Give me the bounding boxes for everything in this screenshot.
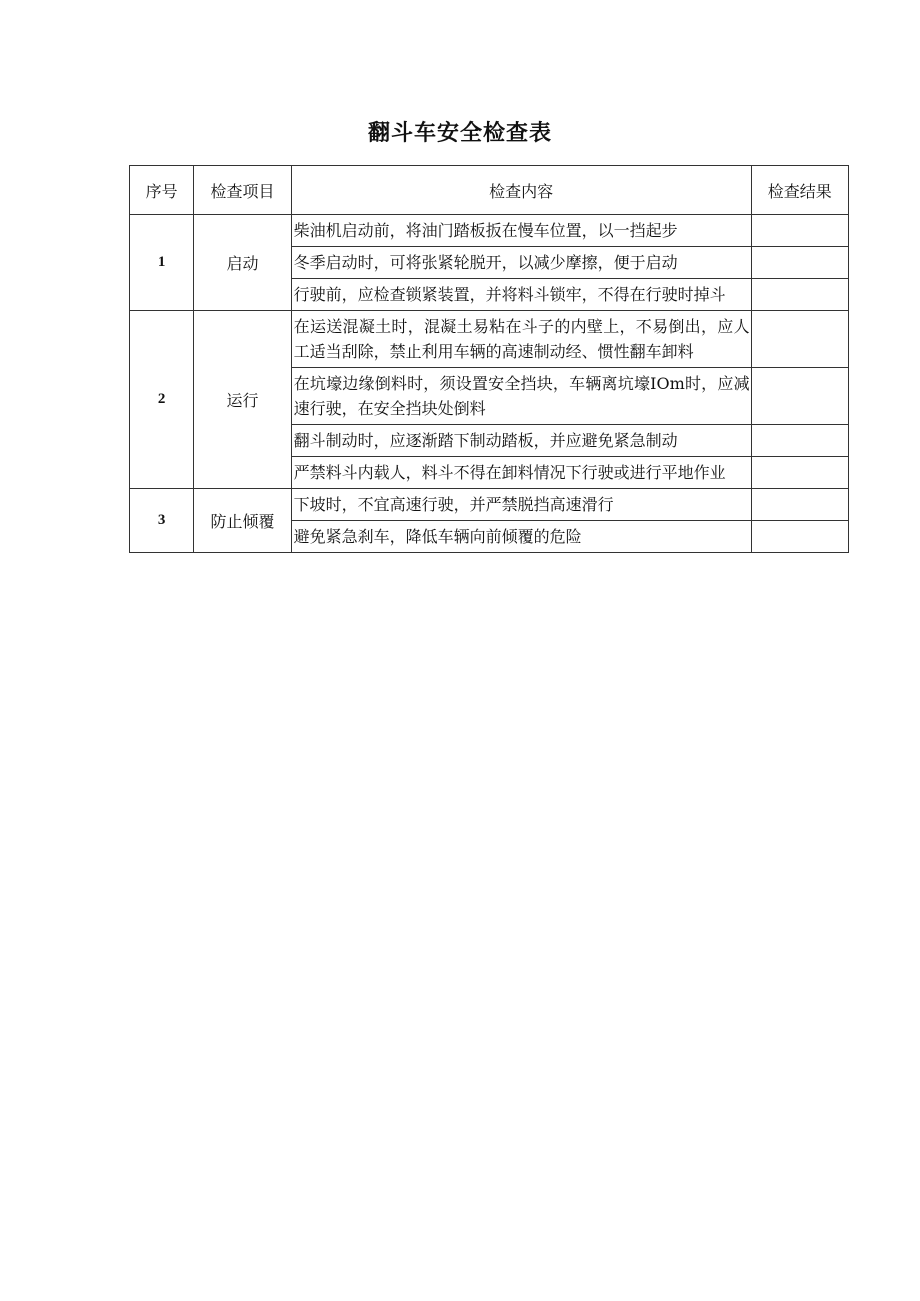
group-item: 运行	[194, 311, 291, 489]
table-header-row	[130, 166, 849, 215]
header-item: 检查项目	[194, 166, 291, 215]
check-content: 严禁料斗内载人，料斗不得在卸料情况下行驶或进行平地作业	[291, 457, 751, 489]
check-result[interactable]	[751, 489, 848, 521]
check-content: 在坑壕边缘倒料时，须设置安全挡块，车辆离坑壕IOm时，应减速行驶，在安全挡块处倒料	[291, 368, 751, 425]
group-item: 防止倾覆	[194, 489, 291, 553]
check-content: 下坡时，不宜高速行驶，并严禁脱挡高速滑行	[291, 489, 751, 521]
check-content: 在运送混凝土时，混凝土易粘在斗子的内壁上，不易倒出，应人工适当刮除，禁止利用车辆的高速制动经、惯性翻车卸料	[291, 311, 751, 368]
group-number: 2	[130, 311, 194, 489]
check-content: 行驶前，应检查锁紧装置，并将料斗锁牢，不得在行驶时掉斗	[291, 279, 751, 311]
header-content: 检查内容	[291, 166, 751, 215]
header-result: 检查结果	[751, 166, 848, 215]
group-number: 1	[130, 215, 194, 311]
check-result[interactable]	[751, 279, 848, 311]
check-content: 柴油机启动前，将油门踏板扳在慢车位置，以一挡起步	[291, 215, 751, 247]
group-number: 3	[130, 489, 194, 553]
document-title: 翻斗车安全检查表	[367, 121, 552, 146]
check-content: 冬季启动时，可将张紧轮脱开，以减少摩擦，便于启动	[291, 247, 751, 279]
check-result[interactable]	[751, 521, 848, 553]
safety-check-table	[129, 165, 849, 553]
check-result[interactable]	[751, 247, 848, 279]
check-result[interactable]	[751, 425, 848, 457]
check-content: 翻斗制动时，应逐渐踏下制动踏板，并应避免紧急制动	[291, 425, 751, 457]
check-result[interactable]	[751, 215, 848, 247]
header-no: 序号	[130, 166, 194, 215]
check-result[interactable]	[751, 457, 848, 489]
table-row	[130, 215, 849, 247]
group-item: 启动	[194, 215, 291, 311]
check-content: 避免紧急刹车，降低车辆向前倾覆的危险	[291, 521, 751, 553]
check-result[interactable]	[751, 368, 848, 425]
check-result[interactable]	[751, 311, 848, 368]
table-row	[130, 311, 849, 368]
table-row	[130, 489, 849, 521]
